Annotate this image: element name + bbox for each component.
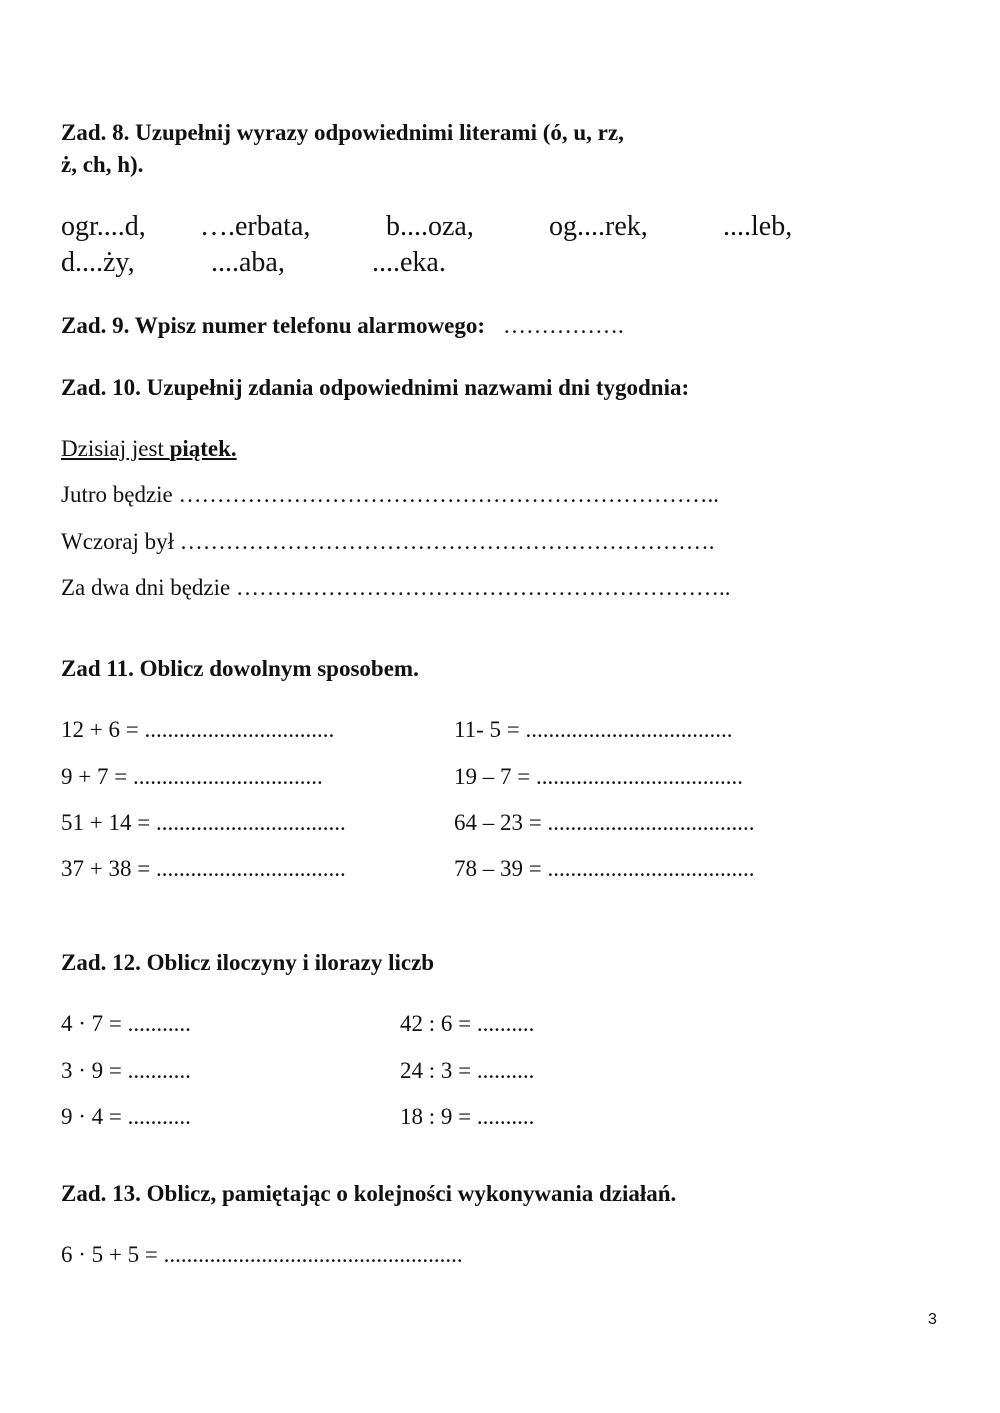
zad11-exercise: 11- 5 = .................................... <box>454 717 733 742</box>
zad9-title: Zad. 9. Wpisz numer telefonu alarmowego: <box>61 313 485 338</box>
zad8-word: ….erbata, <box>200 211 311 242</box>
zad12-exercise: 9 · 4 = ........... <box>61 1104 191 1129</box>
zad11-exercise: 9 + 7 = ................................. <box>61 764 323 789</box>
zad8-word: ....eka. <box>372 247 446 278</box>
zad10-line-tomorrow: Jutro będzie …………………………………………………………….. <box>61 482 720 507</box>
zad9-line <box>61 313 624 339</box>
zad10-today-day: piątek. <box>169 436 237 461</box>
zad12-exercise: 24 : 3 = .......... <box>400 1058 535 1083</box>
zad8-word: ogr....d, <box>61 211 146 242</box>
zad10-title: Zad. 10. Uzupełnij zdania odpowiednimi nazwami dni tygodnia: <box>61 375 690 400</box>
zad8-word: ....aba, <box>211 247 285 278</box>
zad12-exercise: 3 · 9 = ........... <box>61 1058 191 1083</box>
zad12-exercise: 4 · 7 = ........... <box>61 1011 191 1036</box>
zad9-answer-blank: ……………. <box>503 313 624 338</box>
zad12-exercise: 18 : 9 = .......... <box>400 1104 535 1129</box>
zad11-exercise: 64 – 23 = .................................... <box>454 810 755 835</box>
zad8-title-line2: ż, ch, h). <box>61 152 144 177</box>
zad11-title: Zad 11. Oblicz dowolnym sposobem. <box>61 656 419 681</box>
zad11-exercise: 12 + 6 = ................................. <box>61 717 335 742</box>
zad10-today-prefix: Dzisiaj jest <box>61 436 170 461</box>
zad8-word: b....oza, <box>386 211 474 242</box>
zad10-line-yesterday: Wczoraj był ……………………………………………………………. <box>61 529 715 554</box>
zad12-exercise: 42 : 6 = .......... <box>400 1011 535 1036</box>
zad13-title: Zad. 13. Oblicz, pamiętając o kolejności wykonywania działań. <box>61 1181 677 1206</box>
zad11-exercise: 19 – 7 = .................................... <box>454 764 743 789</box>
page-number: 3 <box>928 1311 937 1328</box>
zad11-exercise: 51 + 14 = ................................. <box>61 810 346 835</box>
zad8-word: ....leb, <box>723 211 793 242</box>
zad8-word: og....rek, <box>549 211 648 242</box>
zad8-title-line1: Zad. 8. Uzupełnij wyrazy odpowiednimi literami (ó, u, rz, <box>61 120 624 145</box>
zad12-title: Zad. 12. Oblicz iloczyny i ilorazy liczb <box>61 950 435 975</box>
zad10-today <box>61 436 237 462</box>
zad8-word: d....ży, <box>61 247 135 278</box>
zad11-exercise: 37 + 38 = ................................. <box>61 856 346 881</box>
zad10-line-two-days: Za dwa dni będzie ……………………………………………………….. <box>61 575 731 600</box>
zad13-exercise: 6 · 5 + 5 = .................................................... <box>61 1242 463 1267</box>
zad11-exercise: 78 – 39 = .................................... <box>454 856 755 881</box>
